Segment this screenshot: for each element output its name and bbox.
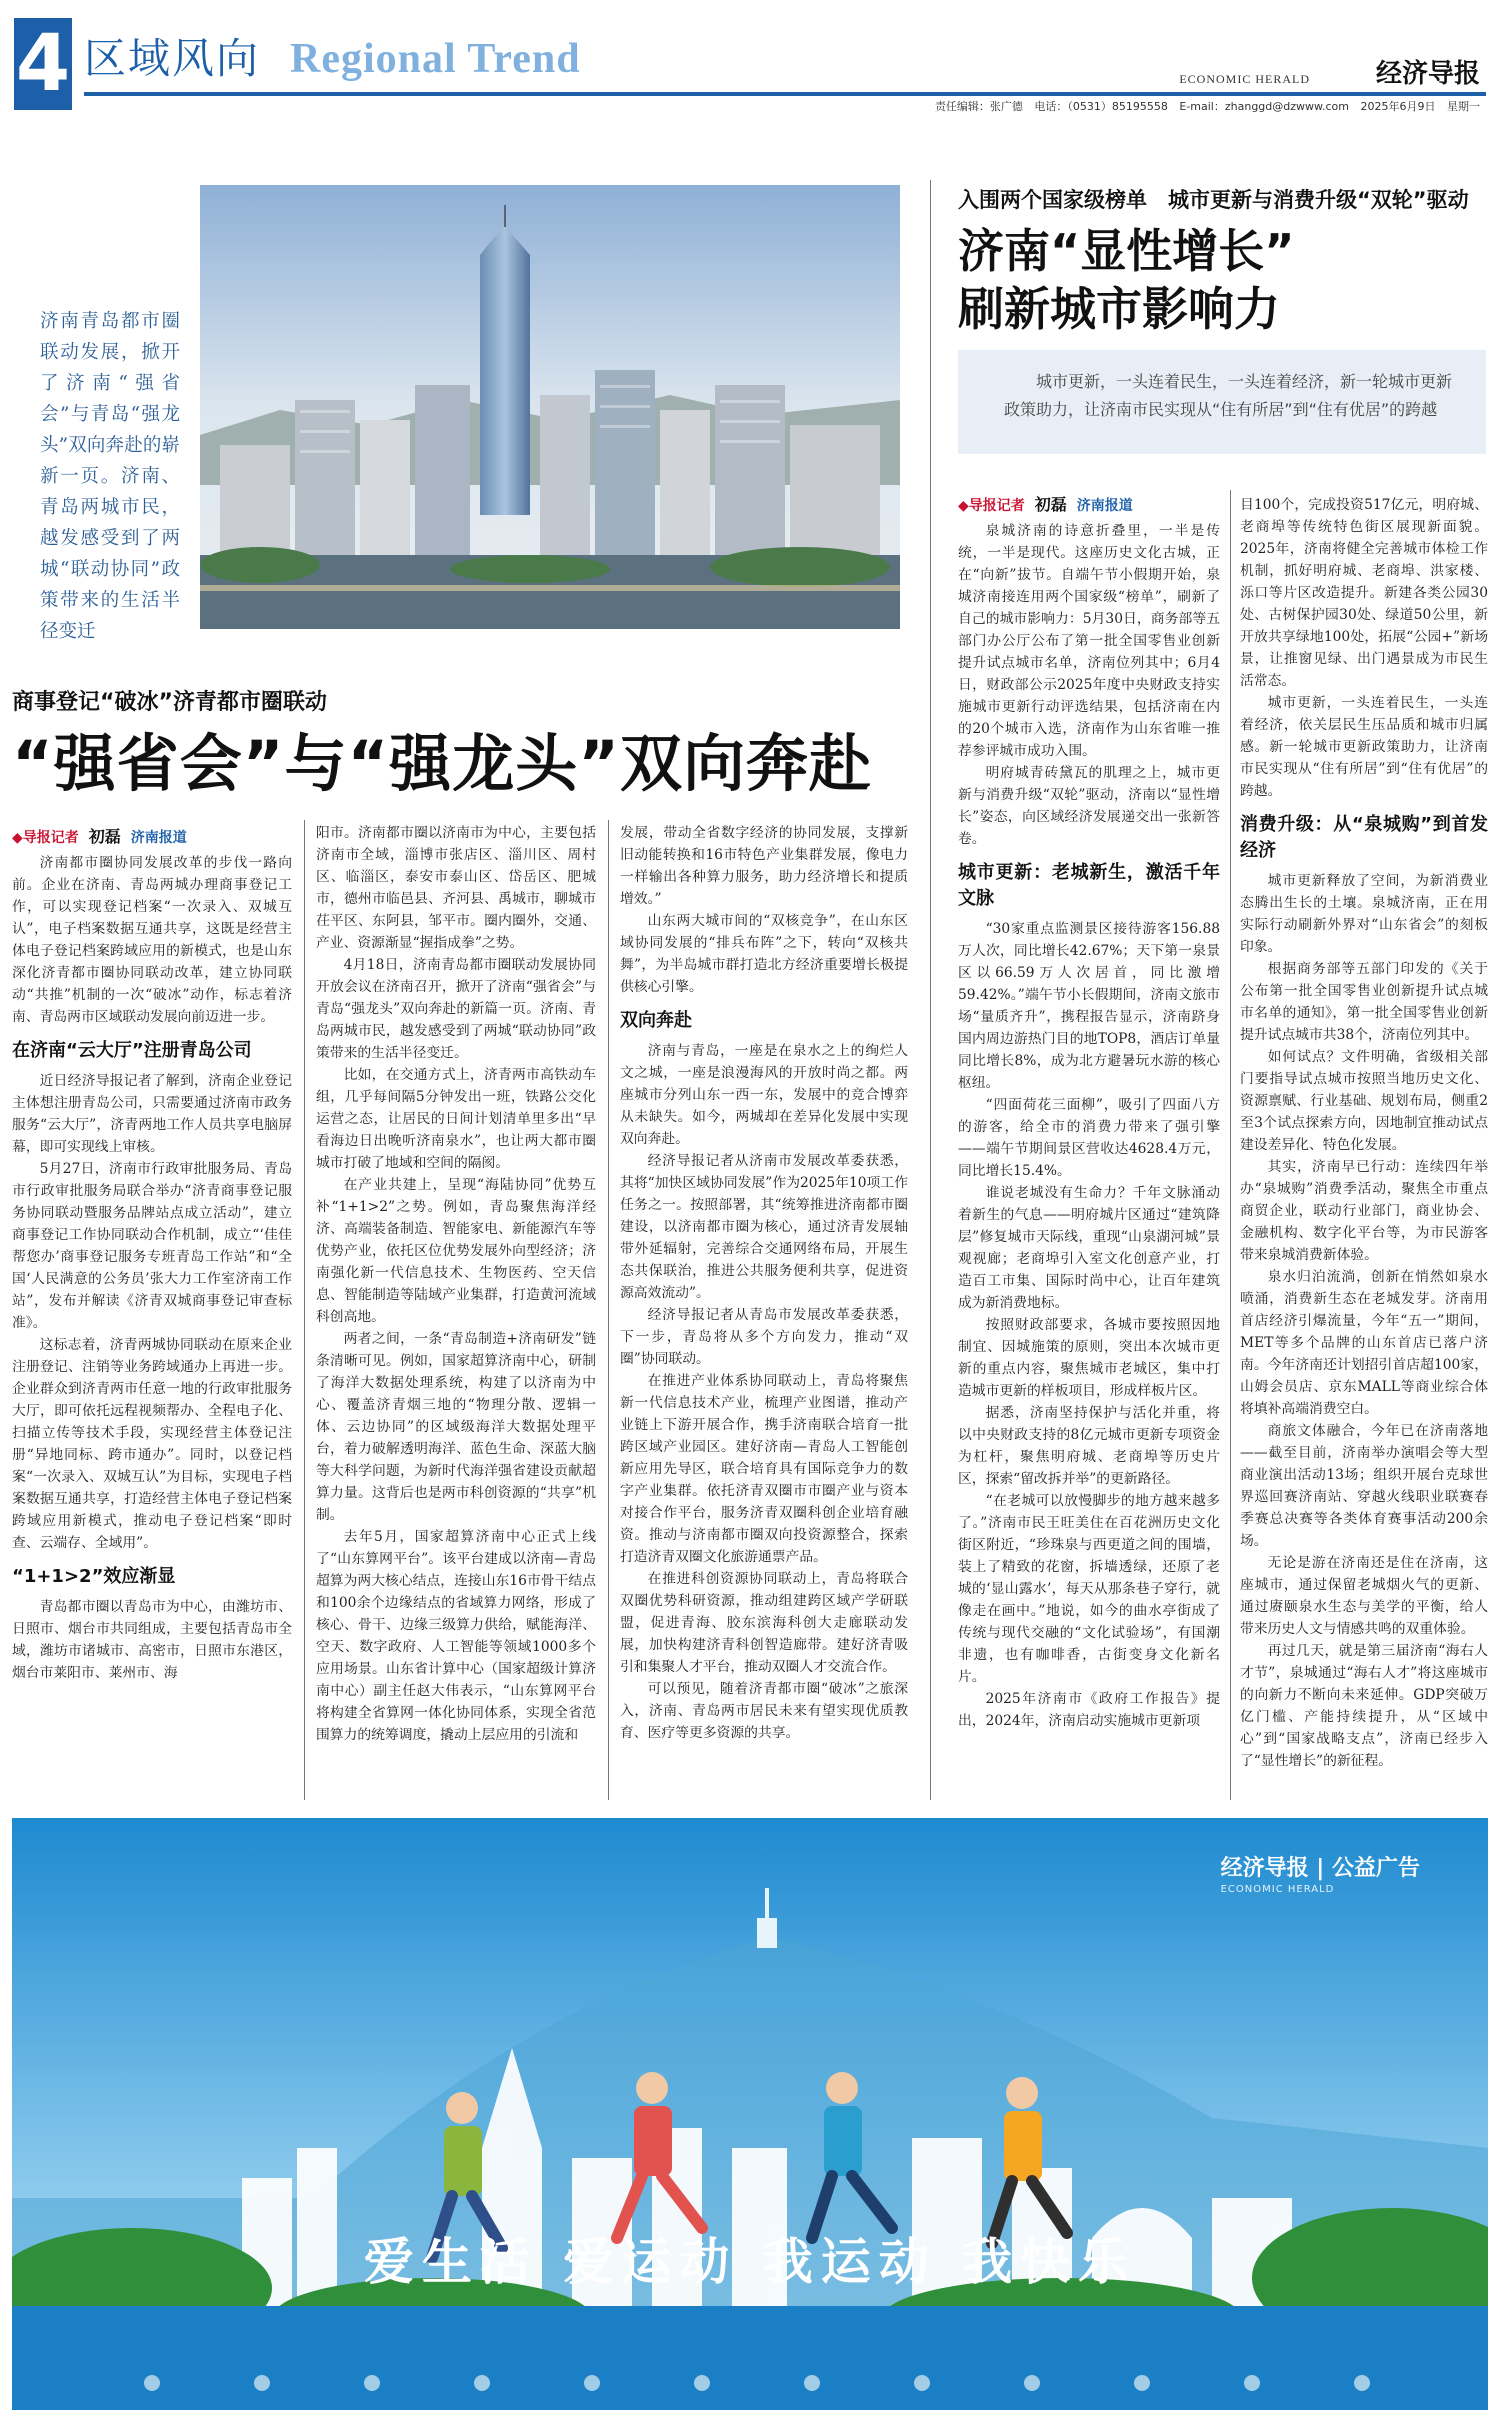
article-paragraph: 5月27日，济南市行政审批服务局、青岛市行政审批服务局联合举办“济青商事登记服务协同联动暨服务品牌站点成立活动”，建立商事登记工作协同联动合作机制，成立“‘佳佳帮您办’商事登记服务专班青岛工作站”和“全国‘人民满意的公务员’张大力工作室济南工作站”，发布并解读《济青双城商事登记审查标准》。 (12, 1161, 292, 1331)
article-paragraph: 济南都市圈协同发展改革的步伐一路向前。企业在济南、青岛两城办理商事登记工作，可以实现登记档案“一次录入、双城互认”，电子档案数据互通共享，这既是经营主体电子登记档案跨域应用的新模式，也是山东深化济青都市圈协同联动改革，建立协同联动“共推”机制的一次“破冰”动作，标志着济南、青岛两市区域联动发展向前迈进一步。 (12, 855, 292, 1025)
article-paragraph: 阳市。济南都市圈以济南市为中心，主要包括济南市全域，淄博市张店区、淄川区、周村区、临淄区，泰安市泰山区、岱岳区、肥城市，德州市临邑县、齐河县、禹城市，聊城市茌平区、东阿县，邹平市。圈内圈外，交通、产业、资源渐显“握指成拳”之势。 (316, 825, 596, 951)
article-paragraph: 可以预见，随着济青都市圈“破冰”之旅深入，济南、青岛两市居民未来有望实现优质教育、医疗等更多资源的共享。 (620, 1681, 908, 1741)
section-title-cn: 区域风向 (84, 34, 261, 83)
article-paragraph: “四面荷花三面柳”，吸引了四面八方的游客，给全市的消费力带来了强引擎——端午节期间景区营收达4628.4万元，同比增长15.4%。 (958, 1097, 1220, 1179)
right-headline-line-1: 济南“显性增长” (958, 224, 1295, 278)
right-headline-line-2: 刷新城市影响力 (958, 282, 1280, 336)
byline-suffix: 济南报道 (130, 830, 187, 846)
article-paragraph: 经济导报记者从青岛市发展改革委获悉，下一步，青岛将从多个方向发力，推动“双圈”协同联动。 (620, 1307, 908, 1367)
article-paragraph: 根据商务部等五部门印发的《关于公布第一批全国零售业创新提升试点城市名单的通知》，第一批全国零售业创新提升试点城市共38个，济南位列其中。 (1240, 961, 1488, 1043)
article-paragraph: 在推进产业体系协同联动上，青岛将聚焦新一代信息技术产业，梳理产业图谱，推动产业链上下游开展合作，携手济南联合培育一批跨区域产业园区。建好济南—青岛人工智能创新应用先导区，联合培育具有国际竞争力的数字产业集群。依托济青双圈市市圈产业与资本对接合作平台，服务济青双圈科创企业培育融资。推动与济南都市圈双向投资源整合，探索打造济青双圈文化旅游通票产品。 (620, 1373, 908, 1565)
byline-name: 初磊 (1034, 495, 1067, 514)
byline-mark: ◆导报记者 (12, 830, 79, 846)
article-paragraph: “30家重点监测景区接待游客156.88万人次，同比增长42.67%；天下第一泉景区以66.59万人次居首，同比激增59.42%。”端午节小长假期间，济南文旅市场“量质齐升”，携程报告显示，济南跻身国内周边游热门目的地TOP8，酒店订单量同比增长8%，成为北方避暑玩水游的核心枢纽。 (958, 921, 1220, 1091)
article-paragraph: 4月18日，济南青岛都市圈联动发展协同开放会议在济南召开，掀开了济南“强省会”与青岛“强龙头”双向奔赴的新篇一页。济南、青岛两城市民，越发感受到了两城“联动协同”政策带来的生活半径变迁。 (316, 957, 596, 1061)
column-divider (1230, 490, 1231, 1800)
weekday-label: 星期一 (1447, 100, 1480, 113)
article-paragraph: 青岛都市圈以青岛市为中心，由潍坊市、日照市、烟台市共同组成，主要包括青岛市全域，潍坊市诸城市、高密市，日照市东港区，烟台市莱阳市、莱州市、海 (12, 1599, 292, 1681)
article-paragraph: 去年5月，国家超算济南中心正式上线了“山东算网平台”。该平台建成以济南—青岛超算为两大核心结点，连接山东16市骨干结点和100余个边缘结点的省域算力网络，形成了核心、骨干、边缘三级算力供给，赋能海洋、空天、数字政府、人工智能等领域1000多个应用场景。山东省计算中心（国家超级计算济南中心）副主任赵大伟表示，“山东算网平台将构建全省算网一体化协同体系，实现全省范围算力的统筹调度，撬动上层应用的引流和 (316, 1529, 596, 1743)
article-paragraph: 其实，济南早已行动：连续四年举办“泉城购”消费季活动，聚焦全市重点商贸企业，联动行业部门，商业协会、金融机构、数字化平台等，为市民游客带来泉城消费新体验。 (1240, 1159, 1488, 1263)
psa-badge: 经济导报 | 公益广告 ECONOMIC HERALD (1220, 1856, 1420, 1895)
article-paragraph: 明府城青砖黛瓦的肌理之上，城市更新与消费升级“双轮”驱动，济南以“显性增长”姿态，向区域经济发展递交出一张新答卷。 (958, 765, 1220, 847)
article-paragraph: 泉城济南的诗意折叠里，一半是传统，一半是现代。这座历史文化古城，正在“向新”拔节。自端午节小假期开始，泉城济南接连用两个国家级“榜单”，刷新了自己的城市影响力：5月30日，商务部等五部门办公厅公布了第一批全国零售业创新提升试点城市名单，济南位列其中；6月4日，财政部公示2025年度中央财政支持实施城市更新行动评选结果，包括济南在内的20个城市入选，济南作为山东省唯一推荐参评城市成功入围。 (958, 523, 1220, 759)
lead-kicker: 商事登记“破冰”济青都市圈联动 (12, 690, 327, 715)
byline-name: 初磊 (88, 827, 121, 846)
subheading: 在济南“云大厅”注册青岛公司 (12, 1040, 252, 1061)
psa-badge-label: 公益广告 (1331, 1856, 1420, 1881)
article-paragraph: 城市更新释放了空间，为新消费业态腾出生长的土壤。泉城济南，正在用实际行动刷新外界对“山东省会”的刻板印象。 (1240, 873, 1488, 955)
column-divider (608, 820, 609, 1800)
article-paragraph: 经济导报记者从济南市发展改革委获悉，其将“加快区域协同发展”作为2025年10项工作任务之一。按照部署，其“统筹推进济南都市圈建设，以济南都市圈为核心，通过济青发展轴带外延辐射，完善综合交通网络布局，开展生态共保联治，推进公共服务便利共享，促进资源高效流动”。 (620, 1153, 908, 1301)
lead-photo (200, 185, 900, 629)
subheading: 双向奔赴 (620, 1010, 692, 1031)
article-paragraph: 谁说老城没有生命力？千年文脉涌动着新生的气息——明府城片区通过“建筑降层”修复城市天际线，重现“山泉湖河城”景观视廊；老商埠引入室文化创意产业，打造百工市集、国际时尚中心，让百年建筑成为新消费地标。 (958, 1185, 1220, 1311)
lead-column-3 (620, 822, 908, 1802)
subheading: “1+1>2”效应渐显 (12, 1566, 176, 1587)
article-paragraph: 按照财政部要求，各城市要按照因地制宜、因城施策的原则，突出本次城市更新的重点内容，聚焦城市老城区，集中打造城市更新的样板项目，形成样板片区。 (958, 1317, 1220, 1399)
subheading: 城市更新：老城新生，激活千年文脉 (958, 862, 1220, 909)
psa-illustration (12, 1818, 1488, 2410)
article-paragraph: 在推进科创资源协同联动上，青岛将联合双圈优势科研资源，推动组建跨区域产学研联盟，促进青海、胶东滨海科创大走廊联动发展，加快构建济青科创智造廊带。建好济青吸引和集聚人才平台，推动双圈人才交流合作。 (620, 1571, 908, 1675)
editor-label: 责任编辑：张广德 (934, 100, 1023, 113)
page-info-line (927, 100, 1480, 114)
article-paragraph: 据悉，济南坚持保护与活化并重，将以中央财政支持的8亿元城市更新专项资金为杠杆，聚焦明府城、老商埠等历史片区，探索“留改拆并举”的更新路径。 (958, 1405, 1220, 1487)
phone-label: 电话：（0531）85195558 (1034, 100, 1168, 113)
article-paragraph: 两者之间，一条“青岛制造+济南研发”链条清晰可见。例如，国家超算济南中心，研制了海洋大数据处理系统，构建了以济南为中心、覆盖济青烟三地的“物理分散、逻辑一体、云边协同”的区域级海洋大数据处理平台，着力破解透明海洋、蓝色生命、深蓝大脑等大科学问题，为新时代海洋强省建设贡献超算力量。这背后也是两市科创资源的“共享”机制。 (316, 1331, 596, 1523)
psa-brand-en: ECONOMIC HERALD (1220, 1884, 1335, 1895)
city-skyline-illustration (200, 185, 900, 629)
article-paragraph: 商旅文体融合，今年已在济南落地——截至目前，济南举办演唱会等大型商业演出活动13场；组织开展台克球世界巡回赛济南站、穿越火线职业联赛春季赛总决赛等各类体育赛事活动200余场。 (1240, 1423, 1488, 1549)
date-label: 2025年6月9日 (1360, 100, 1436, 113)
subheading: 消费升级：从“泉城购”到首发经济 (1240, 814, 1488, 861)
article-paragraph: 济南与青岛，一座是在泉水之上的绚烂人文之城，一座是浪漫海风的开放时尚之都。两座城市分列山东一西一东，发展中的竞合博弈从未缺失。如今，两城却在差异化发展中实现双向奔赴。 (620, 1043, 908, 1147)
right-headline (958, 222, 1294, 338)
brand-name-en: ECONOMIC HERALD (1179, 72, 1310, 86)
right-column-2 (1240, 494, 1488, 1802)
article-paragraph: 发展，带动全省数字经济的协同发展，支撑新旧动能转换和16市特色产业集群发展，像电力一样输出各种算力服务，助力经济增长和提质增效。” (620, 825, 908, 907)
public-service-ad (12, 1818, 1488, 2410)
article-paragraph: 近日经济导报记者了解到，济南企业登记主体想注册青岛公司，只需要通过济南市政务服务“云大厅”，济青两地工作人员共享电脑屏幕，即可实现线上审核。 (12, 1073, 292, 1155)
lead-headline: “强省会”与“强龙头”双向奔赴 (12, 727, 872, 800)
article-paragraph: 再过几天，就是第三届济南“海右人才节”，泉城通过“海右人才”将这座城市的向新力不断向未来延伸。GDP突破万亿门槛、产能持续提升，从“区域中心”到“国家战略支点”，济南已经步入了“显性增长”的新征程。 (1240, 1643, 1488, 1769)
brand-name-cn: 经济导报 (1375, 59, 1480, 89)
article-paragraph: “在老城可以放慢脚步的地方越来越多了。”济南市民王旺美住在百花洲历史文化街区附近，“珍珠泉与西更道之间的围墙，装上了精致的花窗，拆墙透绿，还原了老城的‘显山露水’，每天从那条巷子穿行，就像走在画中。”地说，如今的曲水亭街成了传统与现代交融的“文化试验场”，有国潮非遗，也有咖啡香，古街变身文化新名片。 (958, 1493, 1220, 1685)
psa-slogan: 爱生活 爱运动 我运动 我快乐 (363, 2233, 1137, 2291)
email-label: E-mail：zhanggd@dzwww.com (1179, 100, 1349, 113)
lead-photo-caption: 济南青岛都市圈联动发展，掀开了济南“强省会”与青岛“强龙头”双向奔赴的崭新一页。济南、青岛两城市民，越发感受到了两城“联动协同”政策带来的生活半径变迁 (40, 311, 180, 642)
byline-mark: ◆导报记者 (958, 498, 1025, 514)
article-paragraph: 这标志着，济青两城协同联动在原来企业注册登记、注销等业务跨域通办上再进一步。企业群众到济青两市任意一地的行政审批服务大厅，即可依托远程视频帮办、全程电子化、扫描立传等技术手段，实现经营主体登记注册“异地同标、跨市通办”。同时，以登记档案“一次录入、双城互认”为目标，实现电子档案数据互通共享，打造经营主体电子登记档案跨域应用新模式，推动电子登记档案“即时查、云端存、全域用”。 (12, 1337, 292, 1551)
masthead (0, 0, 1500, 118)
article-paragraph: 无论是游在济南还是住在济南，这座城市，通过保留老城烟火气的更新、通过赓颐泉水生态与美学的平衡，给人带来历史人文与情感共鸣的双重体验。 (1240, 1555, 1488, 1637)
right-column-1 (958, 520, 1220, 1802)
article-paragraph: 山东两大城市间的“双核竞争”，在山东区域协同发展的“排兵布阵”之下，转向“双核共舞”，为半岛城市群打造北方经济重要增长极提供核心引擎。 (620, 913, 908, 995)
article-paragraph: 2025年济南市《政府工作报告》提出，2024年，济南启动实施城市更新项 (958, 1691, 1220, 1729)
article-paragraph: 在产业共建上，呈现“海陆协同”优势互补“1+1>2”之势。例如，青岛聚焦海洋经济、高端装备制造、智能家电、新能源汽车等优势产业，依托区位优势发展外向型经济；济南强化新一代信息技术、生物医药、空天信息、智能制造等陆域产业集群，打造黄河流域科创高地。 (316, 1177, 596, 1325)
lead-column-2 (316, 822, 596, 1802)
lead-byline (12, 826, 187, 849)
column-divider (304, 820, 305, 1800)
right-byline (958, 494, 1133, 517)
page-number: 4 (15, 19, 71, 109)
right-summary: 城市更新，一头连着民生，一头连着经济，新一轮城市更新政策助力，让济南市民实现从“住有所居”到“住有优居”的跨越 (958, 350, 1486, 454)
article-paragraph: 泉水归泊流淌，创新在悄然如泉水喷涌，消费新生态在老城发芽。济南用首店经济引爆流量，今年“五一”期间，MET等多个品牌的山东首店已落户济南。今年济南还计划招引首店超100家，山姆会员店、京东MALL等商业综合体将填补高端消费空白。 (1240, 1269, 1488, 1417)
right-kicker: 入围两个国家级榜单 城市更新与消费升级“双轮”驱动 (958, 188, 1469, 212)
byline-suffix: 济南报道 (1076, 498, 1133, 514)
section-divider (930, 180, 931, 1800)
masthead-rule (84, 92, 1486, 96)
section-title-en: Regional Trend (290, 36, 581, 82)
article-paragraph: 城市更新，一头连着民生，一头连着经济，依关层民生压品质和城市归属感。新一轮城市更新政策助力，让济南市民实现从“住有所居”到“住有优居”的跨越。 (1240, 695, 1488, 799)
article-paragraph: 如何试点？文件明确，省级相关部门要指导试点城市按照当地历史文化、资源禀赋、行业基础、规划布局，侧重2至3个试点探索方向，因地制宜推动试点建设差异化、特色化发展。 (1240, 1049, 1488, 1153)
article-paragraph: 比如，在交通方式上，济青两市高铁动车组，几乎每间隔5分钟发出一班，铁路公交化运营之态，让居民的日间计划清单里多出“早看海边日出晚听济南泉水”，也让两大都市圈城市打破了地域和空间的隔阂。 (316, 1067, 596, 1171)
article-paragraph: 目100个，完成投资517亿元，明府城、老商埠等传统特色街区展现新面貌。2025年，济南将健全完善城市体检工作机制，抓好明府城、老商埠、洪家楼、泺口等片区改造提升。新建各类公园30处、古树保护园30处、绿道50公里，新开放共享绿地100处，拓展“公园+”新场景，让推窗见绿、出门遇景成为市民生活常态。 (1240, 497, 1488, 689)
lead-column-1 (12, 852, 292, 1802)
psa-brand: 经济导报 (1220, 1856, 1309, 1881)
